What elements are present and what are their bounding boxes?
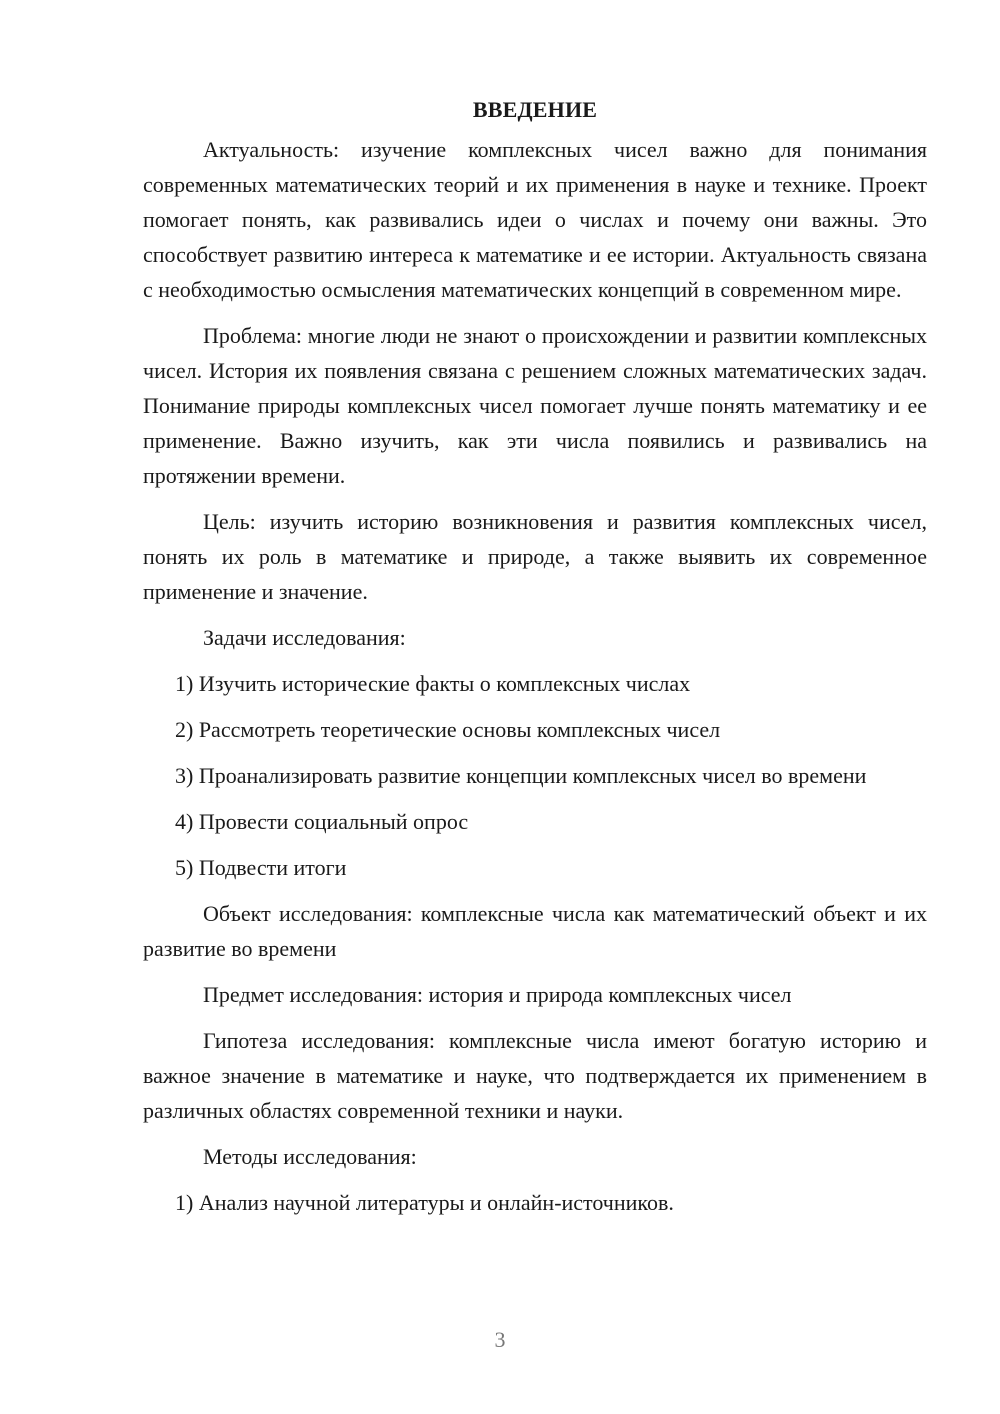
- task-item-5: 5) Подвести итоги: [175, 855, 347, 880]
- methods-heading: Методы исследования:: [203, 1144, 417, 1169]
- paragraph-subject: Предмет исследования: история и природа комплексных чисел: [203, 982, 792, 1007]
- paragraph-goal: Цель: изучить историю возникновения и развития комплексных чисел, понять их роль в математике и природе, а также выявить их современное применение и значение.: [143, 509, 927, 604]
- page-content: [143, 92, 927, 1231]
- task-item-1: 1) Изучить исторические факты о комплексных числах: [175, 671, 691, 696]
- page-number: 3: [494, 1327, 506, 1352]
- paragraph-problem: Проблема: многие люди не знают о происхождении и развитии комплексных чисел. История их появления связана с решением сложных математических задач. Понимание природы комплексных чисел помогает лучше понять математику и ее применение. Важно изучить, как эти числа появились и развивались на протяжении времени.: [143, 323, 927, 488]
- tasks-heading: Задачи исследования:: [203, 625, 406, 650]
- paragraph-hypothesis: Гипотеза исследования: комплексные числа имеют богатую историю и важное значение в математике и науке, что подтверждается их применением в различных областях современной техники и науки.: [143, 1028, 927, 1123]
- task-item-4: 4) Провести социальный опрос: [175, 809, 469, 834]
- paragraph-object: Объект исследования: комплексные числа как математический объект и их развитие во времени: [143, 901, 927, 961]
- method-item-1: 1) Анализ научной литературы и онлайн-источников.: [175, 1190, 674, 1215]
- task-item-3: 3) Проанализировать развитие концепции комплексных чисел во времени: [175, 763, 867, 788]
- paragraph-relevance: Актуальность: изучение комплексных чисел важно для понимания современных математических теорий и их применения в науке и технике. Проект помогает понять, как развивались идеи о числах и почему они важны. Это способствует развитию интереса к математике и ее истории. Актуальность связана с необходимостью осмысления математических концепций в современном мире.: [143, 137, 927, 302]
- task-item-2: 2) Рассмотреть теоретические основы комплексных чисел: [175, 717, 721, 742]
- page-title: ВВЕДЕНИЕ: [472, 97, 598, 122]
